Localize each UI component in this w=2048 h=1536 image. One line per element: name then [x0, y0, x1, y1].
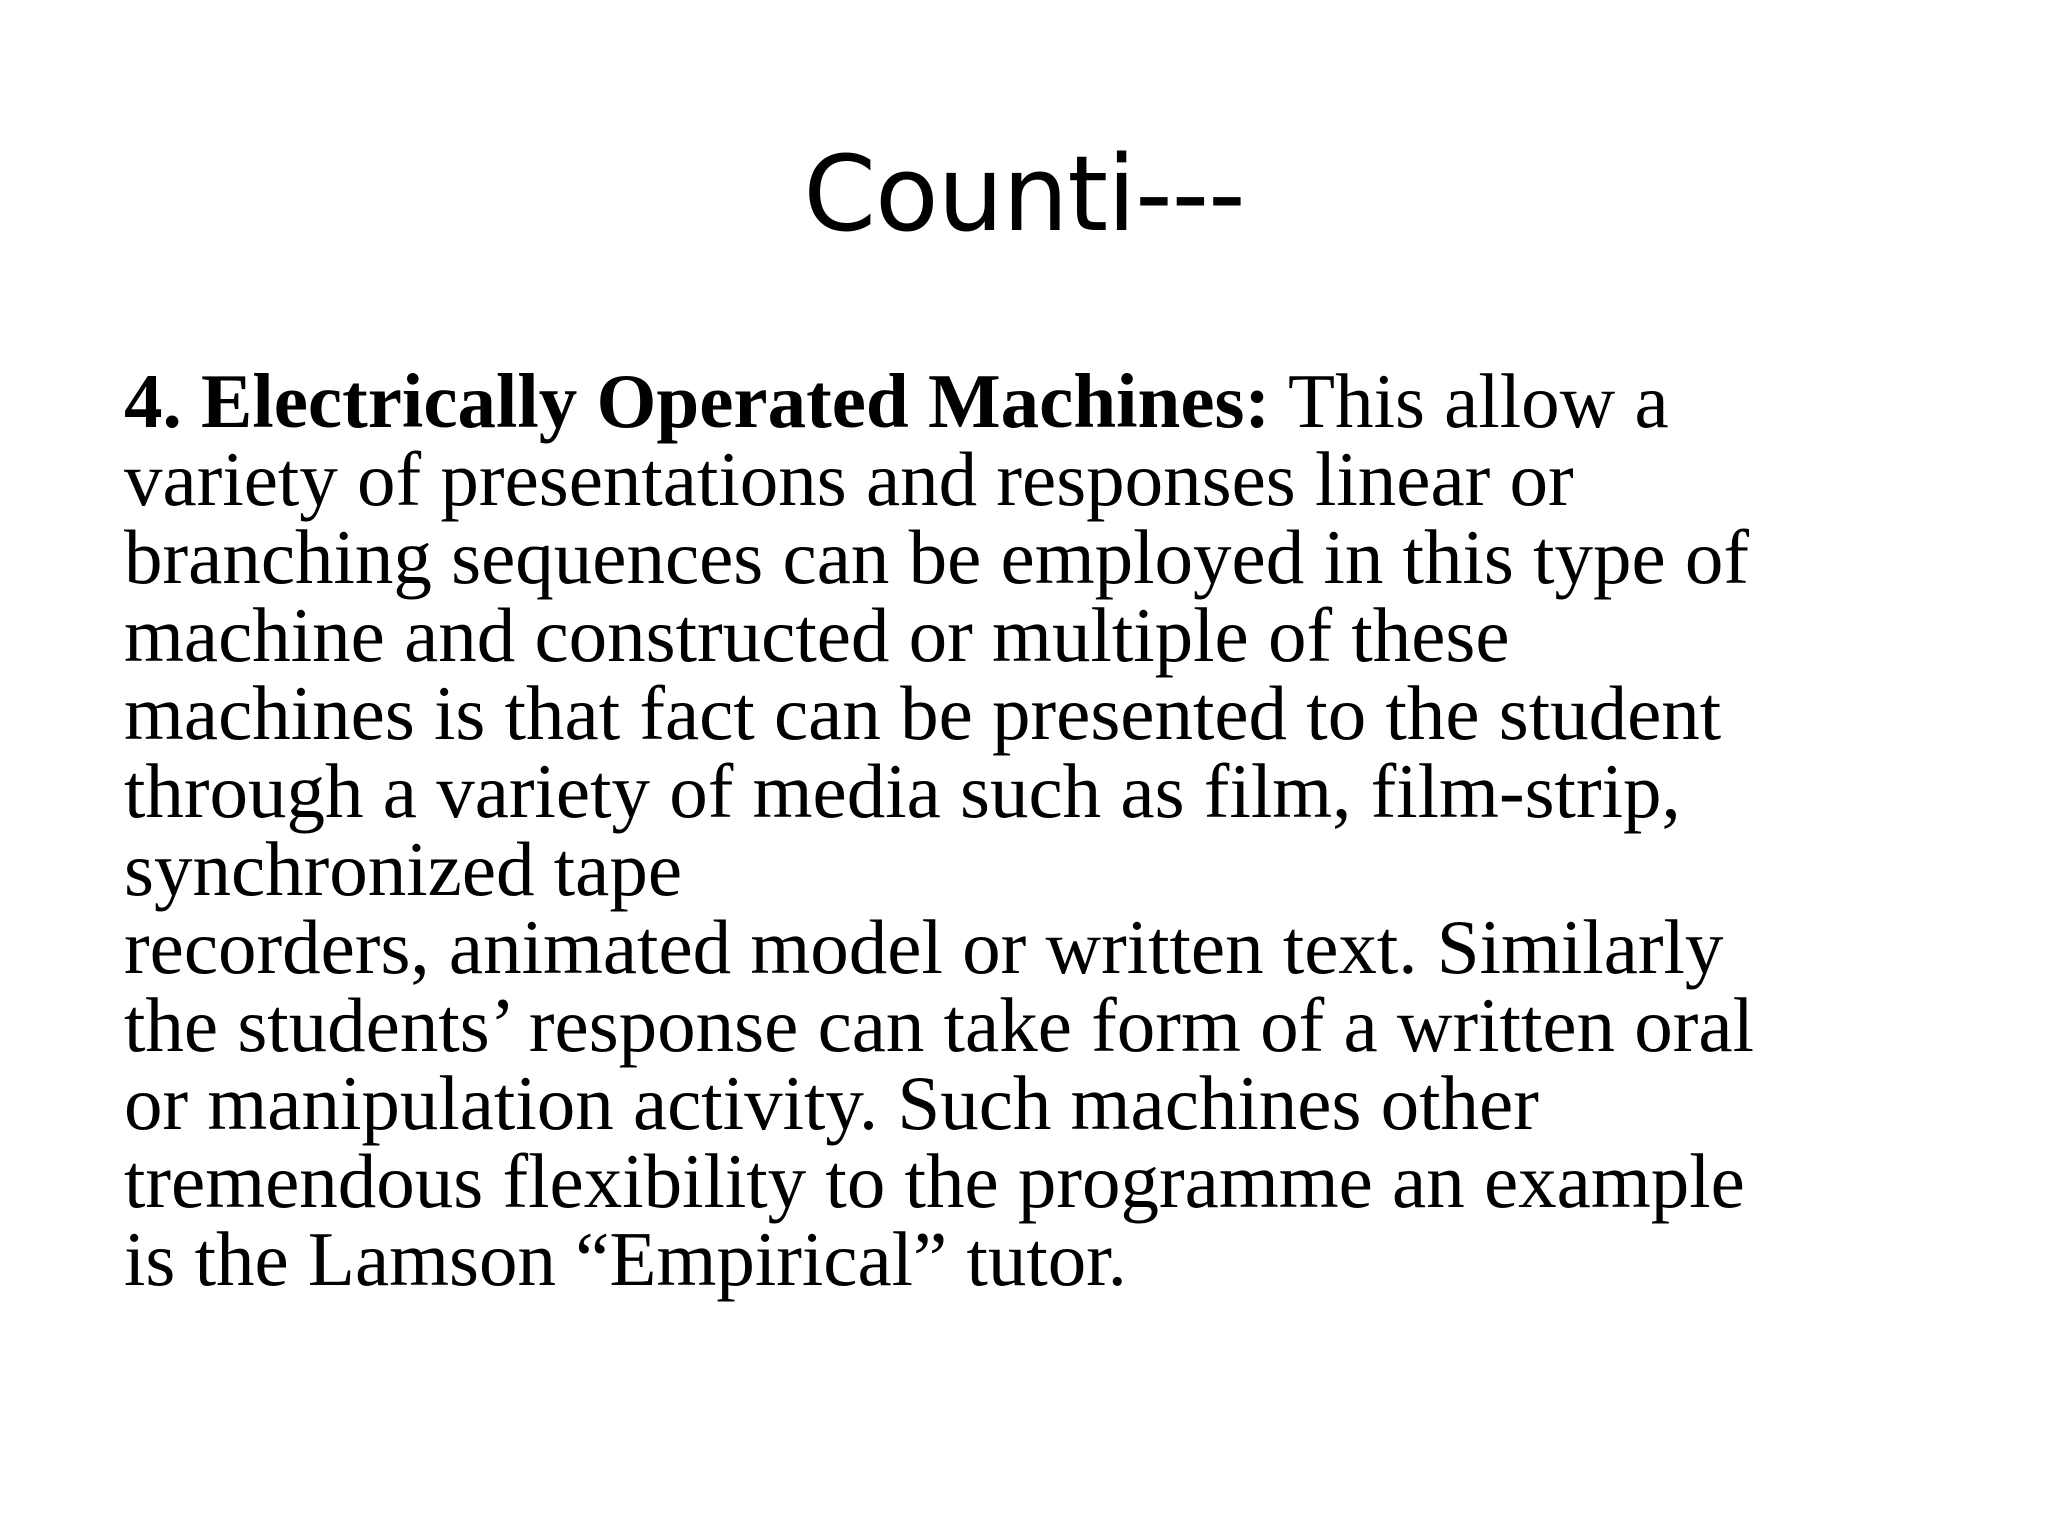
body-line: variety of presentations and responses linear or [124, 436, 1574, 522]
body-line: branching sequences can be employed in this type of [124, 514, 1750, 600]
body-line: is the Lamson “Empirical” tutor. [124, 1216, 1127, 1302]
item-heading: Electrically Operated Machines: [201, 358, 1271, 444]
body-line: machine and constructed or multiple of these [124, 592, 1510, 678]
body-line: or manipulation activity. Such machines other [124, 1060, 1539, 1146]
body-line: tremendous flexibility to the programme an example [124, 1138, 1745, 1224]
slide-body [124, 358, 1964, 1302]
item-number: 4. [124, 358, 182, 444]
body-line: recorders, animated model or written text. Similarly [124, 904, 1724, 990]
body-line: This allow a [1270, 358, 1669, 444]
body-line: machines is that fact can be presented to the student [124, 670, 1722, 756]
body-line: the students’ response can take form of a written oral [124, 982, 1754, 1068]
body-line: synchronized tape [124, 826, 683, 912]
list-item [124, 358, 1964, 1302]
slide-title: Counti--- [803, 133, 1245, 255]
first-line [124, 358, 1964, 444]
body-line: through a variety of media such as film, film-strip, [124, 748, 1681, 834]
